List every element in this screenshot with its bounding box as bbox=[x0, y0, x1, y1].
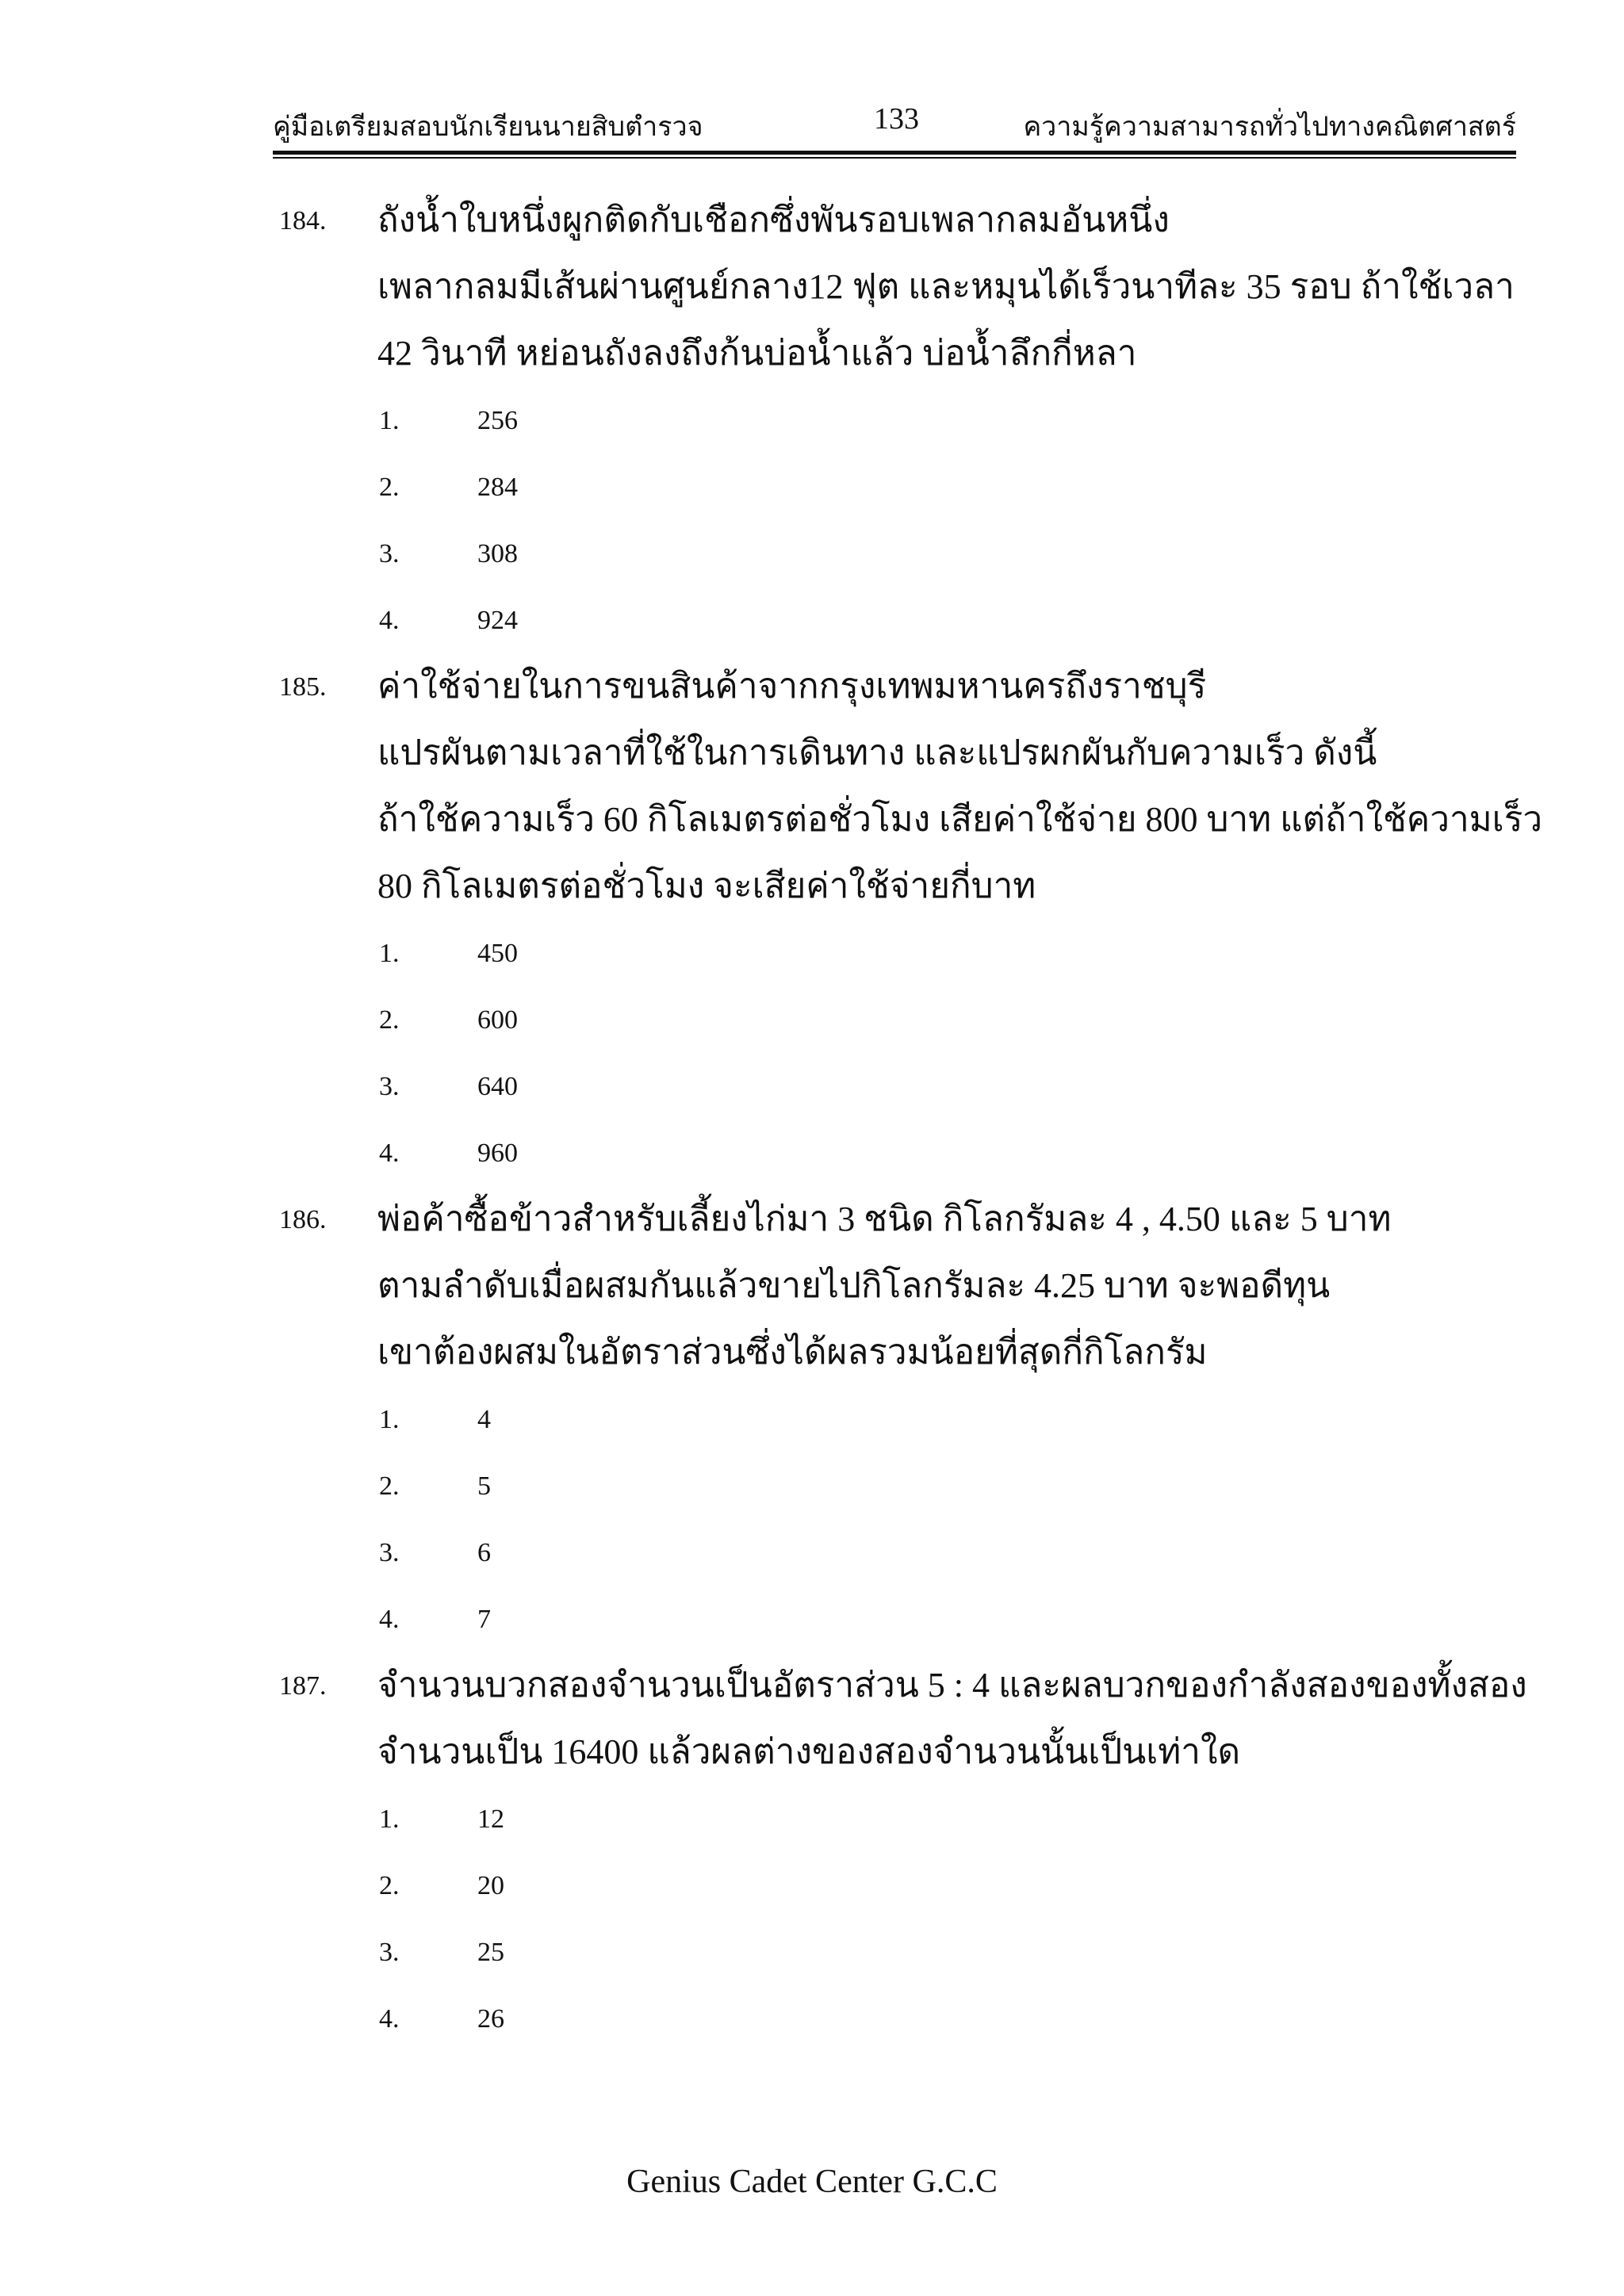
question-text-line: แปรผันตามเวลาที่ใช้ในการเดินทาง และแปรผกผันกับความเร็ว ดังนี้ bbox=[377, 733, 1377, 772]
question-text-line: ค่าใช้จ่ายในการขนสินค้าจากกรุงเทพมหานครถึงราชบุรี bbox=[377, 667, 1207, 706]
option-value: 6 bbox=[477, 1538, 491, 1567]
option-value: 600 bbox=[477, 1005, 518, 1035]
option-value: 256 bbox=[477, 406, 518, 435]
option-number: 2. bbox=[379, 1005, 400, 1035]
option-value: 450 bbox=[477, 939, 518, 968]
option-value: 4 bbox=[477, 1405, 491, 1434]
page-number: 133 bbox=[874, 102, 919, 136]
option-value: 960 bbox=[477, 1138, 518, 1168]
option-number: 1. bbox=[379, 406, 400, 435]
option-value: 12 bbox=[477, 1804, 504, 1834]
question-text-line: พ่อค้าซื้อข้าวสำหรับเลี้ยงไก่มา 3 ชนิด กิโลกรัมละ 4 , 4.50 และ 5 บาท bbox=[377, 1200, 1392, 1238]
option-value: 924 bbox=[477, 606, 518, 635]
option-number: 4. bbox=[379, 1138, 400, 1168]
question-text-line: เขาต้องผสมในอัตราส่วนซึ่งได้ผลรวมน้อยที่สุดกี่กิโลกรัม bbox=[377, 1333, 1208, 1372]
question-text-line: 80 กิโลเมตรต่อชั่วโมง จะเสียค่าใช้จ่ายกี่บาท bbox=[377, 867, 1036, 905]
question-text-line: ถังน้ำใบหนึ่งผูกติดกับเชือกซึ่งพันรอบเพลากลมอันหนึ่ง bbox=[377, 201, 1170, 239]
option-number: 4. bbox=[379, 2004, 400, 2034]
option-number: 2. bbox=[379, 1871, 400, 1900]
option-value: 284 bbox=[477, 473, 518, 502]
question-text-line: จำนวนเป็น 16400 แล้วผลต่างของสองจำนวนนั้นเป็นเท่าใด bbox=[377, 1732, 1241, 1771]
option-number: 4. bbox=[379, 1605, 400, 1634]
option-number: 3. bbox=[379, 539, 400, 568]
option-number: 3. bbox=[379, 1938, 400, 1967]
question-text-line: จำนวนบวกสองจำนวนเป็นอัตราส่วน 5 : 4 และผลบวกของกำลังสองของทั้งสอง bbox=[377, 1666, 1527, 1705]
question-text-line: ถ้าใช้ความเร็ว 60 กิโลเมตรต่อชั่วโมง เสียค่าใช้จ่าย 800 บาท แต่ถ้าใช้ความเร็ว bbox=[377, 800, 1543, 839]
option-number: 1. bbox=[379, 1405, 400, 1434]
option-value: 25 bbox=[477, 1938, 504, 1967]
question-number: 187. bbox=[279, 1671, 327, 1701]
page-footer: Genius Cadet Center G.C.C bbox=[626, 2164, 998, 2200]
header-book-title: คู่มือเตรียมสอบนักเรียนนายสิบตำรวจ bbox=[273, 113, 703, 142]
question-number: 185. bbox=[279, 672, 327, 702]
header-section-title: ความรู้ความสามารถทั่วไปทางคณิตศาสตร์ bbox=[1023, 113, 1516, 142]
option-number: 3. bbox=[379, 1072, 400, 1101]
option-value: 20 bbox=[477, 1871, 504, 1900]
question-text-line: ตามลำดับเมื่อผสมกันแล้วขายไปกิโลกรัมละ 4.25 บาท จะพอดีทุน bbox=[377, 1266, 1331, 1305]
page-header bbox=[273, 98, 1516, 143]
option-number: 2. bbox=[379, 473, 400, 502]
option-number: 2. bbox=[379, 1471, 400, 1501]
option-number: 4. bbox=[379, 606, 400, 635]
option-value: 7 bbox=[477, 1605, 491, 1634]
question-text-line: 42 วินาที หย่อนถังลงถึงก้นบ่อน้ำแล้ว บ่อน้ำลึกกี่หลา bbox=[377, 334, 1137, 373]
option-value: 308 bbox=[477, 539, 518, 568]
option-value: 26 bbox=[477, 2004, 504, 2034]
option-number: 3. bbox=[379, 1538, 400, 1567]
option-value: 5 bbox=[477, 1471, 491, 1501]
question-number: 186. bbox=[279, 1205, 327, 1234]
option-number: 1. bbox=[379, 939, 400, 968]
option-number: 1. bbox=[379, 1804, 400, 1834]
question-text-line: เพลากลมมีเส้นผ่านศูนย์กลาง12 ฟุต และหมุนได้เร็วนาทีละ 35 รอบ ถ้าใช้เวลา bbox=[377, 267, 1515, 306]
question-number: 184. bbox=[279, 206, 327, 235]
option-value: 640 bbox=[477, 1072, 518, 1101]
header-divider bbox=[273, 151, 1516, 159]
